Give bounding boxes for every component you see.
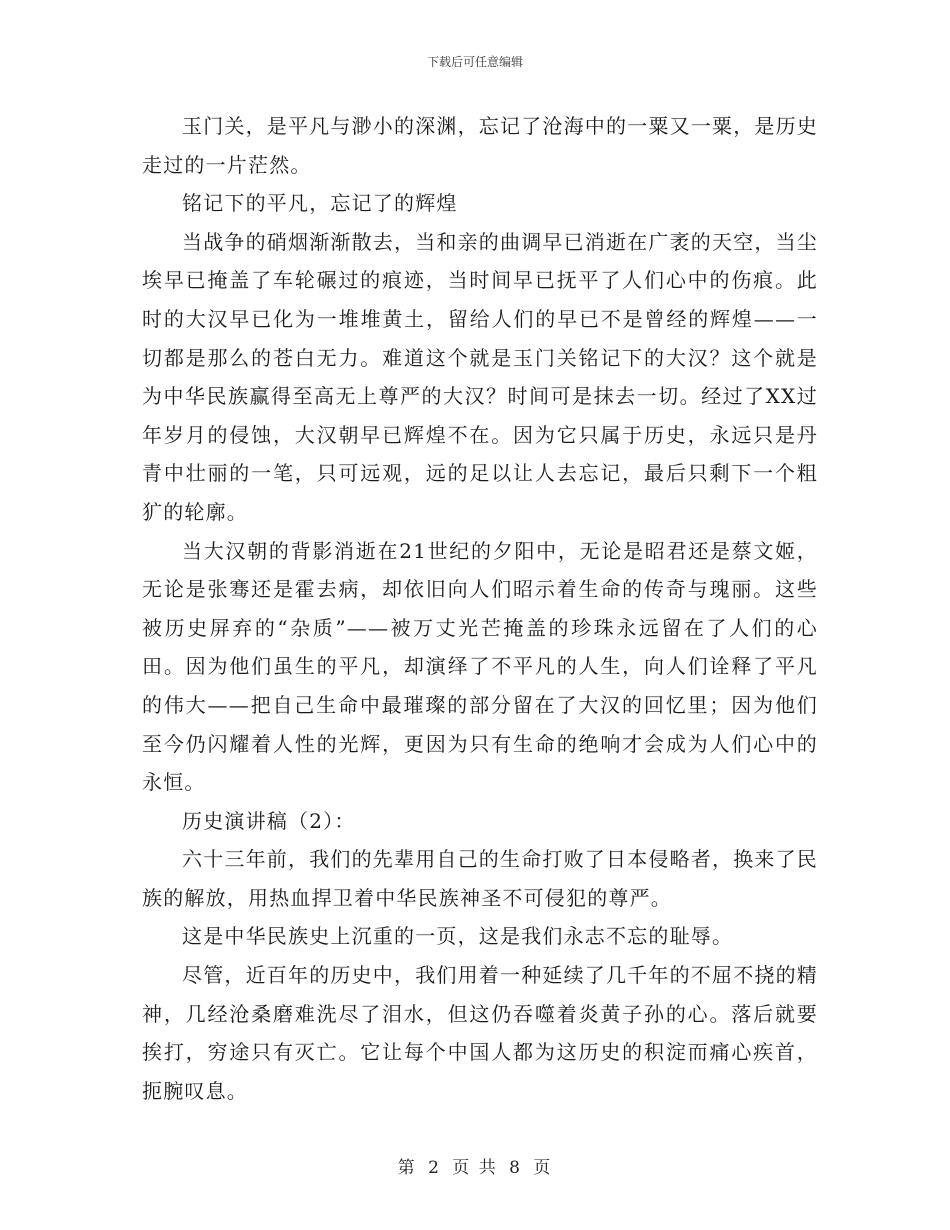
footer-current-page: 2 [428, 1158, 441, 1178]
footer-middle: 页 共 [452, 1158, 498, 1178]
document-body [142, 107, 818, 1110]
paragraph-7: 尽管，近百年的历史中，我们用着一种延续了几千年的不屈不挠的精神，几经沧桑磨难洗尽了泪水，但这仍吞噬着炎黄子孙的心。落后就要挨打，穷途只有灭亡。它让每个中国人都为这历史的积淀而痛心疾首，扼腕叹息。 [142, 963, 818, 1103]
footer-suffix: 页 [533, 1158, 553, 1178]
paragraph-1: 玉门关，是平凡与渺小的深渊，忘记了沧海中的一粟又一粟，是历史走过的一片茫然。 [142, 114, 818, 177]
paragraph-3: 当战争的硝烟渐渐散去，当和亲的曲调早已消逝在广袤的天空，当尘埃早已掩盖了车轮碾过的痕迹，当时间早已抚平了人们心中的伤痕。此时的大汉早已化为一堆堆黄土，留给人们的早已不是曾经的辉煌——一切都是那么的苍白无力。难道这个就是玉门关铭记下的大汉？这个就是为中华民族赢得至高无上尊严的大汉？时间可是抹去一切。经过了XX过年岁月的侵蚀，大汉朝早已辉煌不在。因为它只属于历史，永远只是丹青中壮丽的一笔，只可远观，远的足以让人去忘记，最后只剩下一个粗犷的轮廓。 [142, 229, 818, 524]
paragraph-6: 这是中华民族史上沉重的一页，这是我们永志不忘的耻辱。 [182, 924, 734, 949]
paragraph-2: 铭记下的平凡，忘记了的辉煌 [182, 191, 458, 216]
page-footer [0, 1153, 950, 1178]
footer-prefix: 第 [397, 1158, 417, 1178]
section-heading: 历史演讲稿（2）： [182, 808, 356, 833]
paragraph-4: 当大汉朝的背影消逝在21世纪的夕阳中，无论是昭君还是蔡文姬，无论是张骞还是霍去病，却依旧向人们昭示着生命的传奇与瑰丽。这些被历史屏弃的“杂质”——被万丈光芒掩盖的珍珠永远留在了人们的心田。因为他们虽生的平凡，却演绎了不平凡的人生，向人们诠释了平凡的伟大——把自己生命中最璀璨的部分留在了大汉的回忆里；因为他们至今仍闪耀着人性的光辉，更因为只有生命的绝响才会成为人们心中的永恒。 [142, 538, 818, 795]
paragraph-5: 六十三年前，我们的先辈用自己的生命打败了日本侵略者，换来了民族的解放，用热血捍卫着中华民族神圣不可侵犯的尊严。 [142, 847, 818, 910]
page-header: 下载后可任意编辑 [426, 55, 523, 69]
footer-total-pages: 8 [509, 1158, 522, 1178]
